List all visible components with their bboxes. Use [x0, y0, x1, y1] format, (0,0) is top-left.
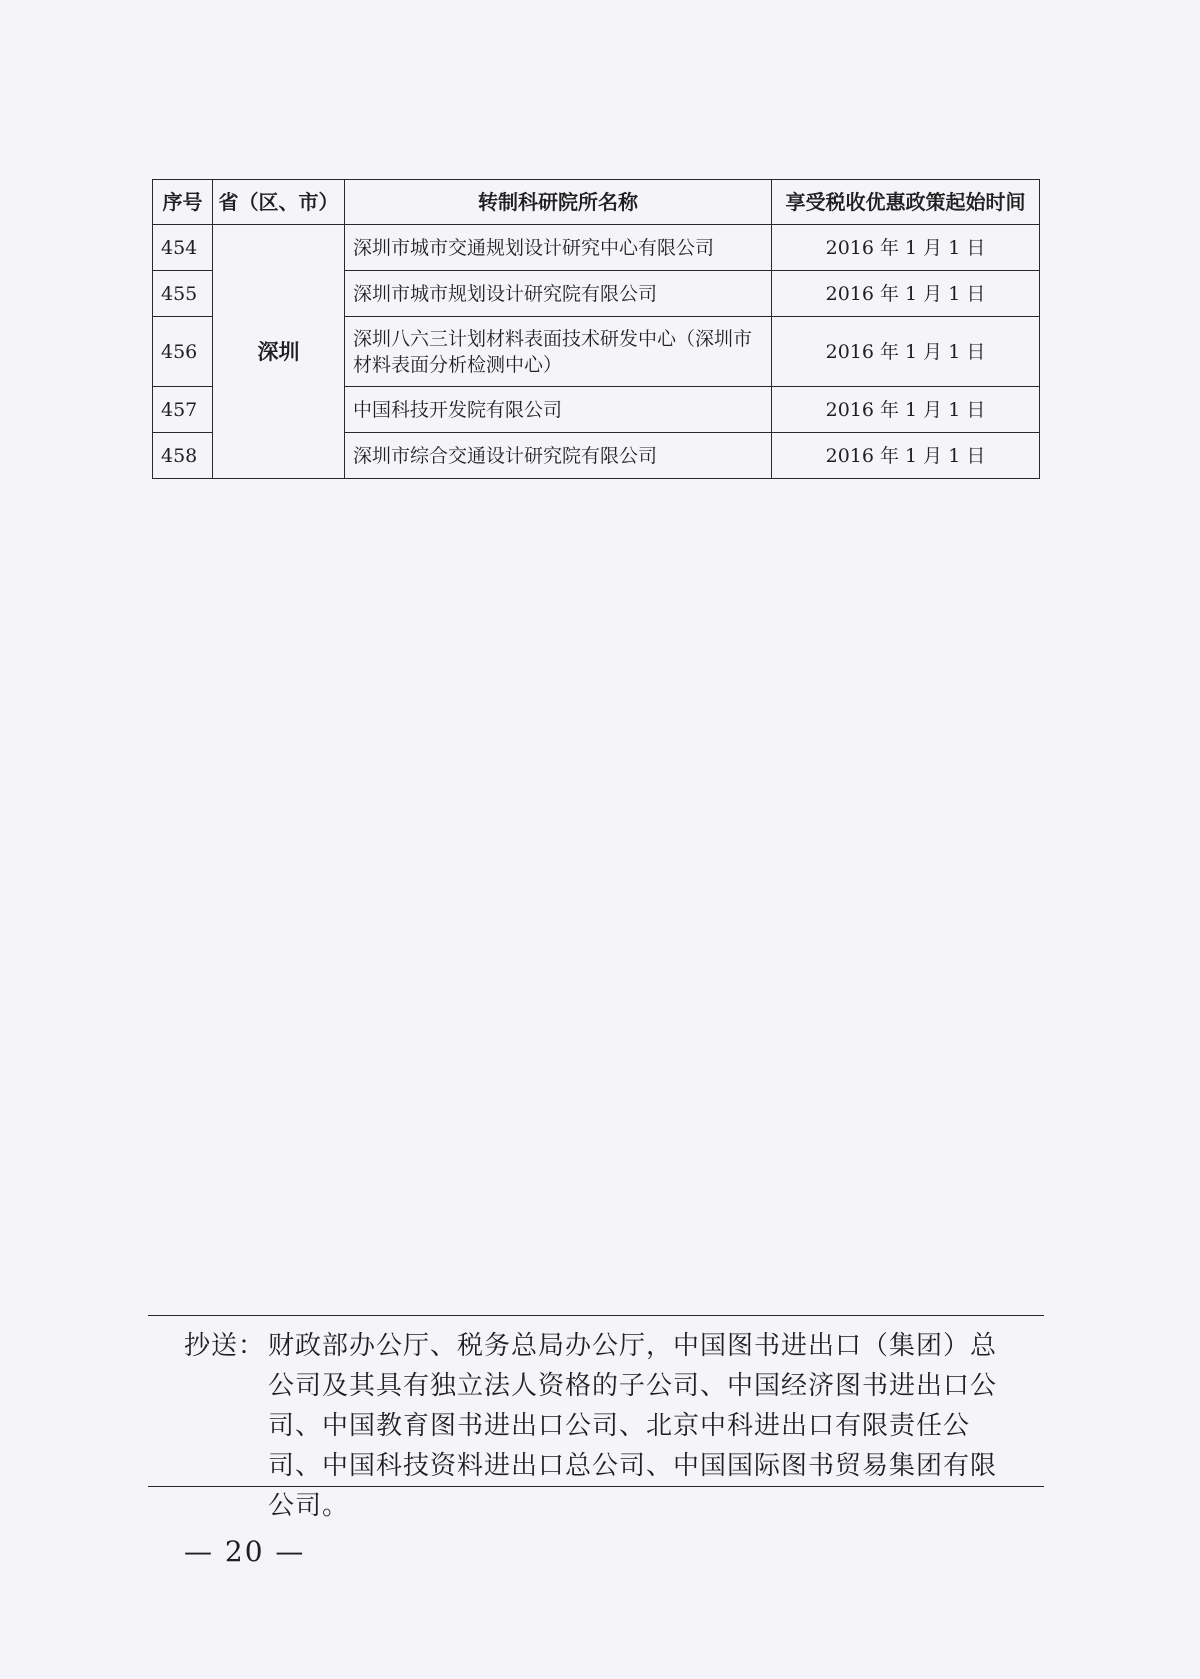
- header-province: 省（区、市）: [213, 180, 345, 225]
- row-start-date: 2016 年 1 月 1 日: [772, 317, 1040, 387]
- copy-to-section: [148, 1315, 1044, 1521]
- row-serial: 455: [153, 271, 213, 317]
- row-start-date: 2016 年 1 月 1 日: [772, 225, 1040, 271]
- header-start-date: 享受税收优惠政策起始时间: [772, 180, 1040, 225]
- copy-to-label: 抄送：: [184, 1331, 266, 1361]
- row-institute-name: 深圳市城市规划设计研究院有限公司: [345, 271, 772, 317]
- table-header-row: [153, 180, 1040, 225]
- row-province: 深圳: [213, 225, 345, 479]
- row-start-date: 2016 年 1 月 1 日: [772, 271, 1040, 317]
- copy-to-recipients: 财政部办公厅、税务总局办公厅，中国图书进出口（集团）总公司及其具有独立法人资格的子公司、中国经济图书进出口公司、中国教育图书进出口公司、北京中科进出口有限责任公司、中国科技资料进出口总公司、中国国际图书贸易集团有限公司。: [268, 1331, 998, 1521]
- row-serial: 454: [153, 225, 213, 271]
- row-serial: 457: [153, 387, 213, 433]
- row-institute-name: 深圳市综合交通设计研究院有限公司: [345, 433, 772, 479]
- row-serial: 456: [153, 317, 213, 387]
- row-start-date: 2016 年 1 月 1 日: [772, 387, 1040, 433]
- page-number: — 20 —: [184, 1535, 306, 1568]
- research-institute-table: [152, 179, 1040, 479]
- header-institute-name: 转制科研院所名称: [345, 180, 772, 225]
- row-serial: 458: [153, 433, 213, 479]
- header-serial: 序号: [153, 180, 213, 225]
- table-row: [153, 225, 1040, 271]
- row-start-date: 2016 年 1 月 1 日: [772, 433, 1040, 479]
- row-institute-name: 深圳市城市交通规划设计研究中心有限公司: [345, 225, 772, 271]
- row-institute-name: 深圳八六三计划材料表面技术研发中心（深圳市材料表面分析检测中心）: [345, 317, 772, 387]
- row-institute-name: 中国科技开发院有限公司: [345, 387, 772, 433]
